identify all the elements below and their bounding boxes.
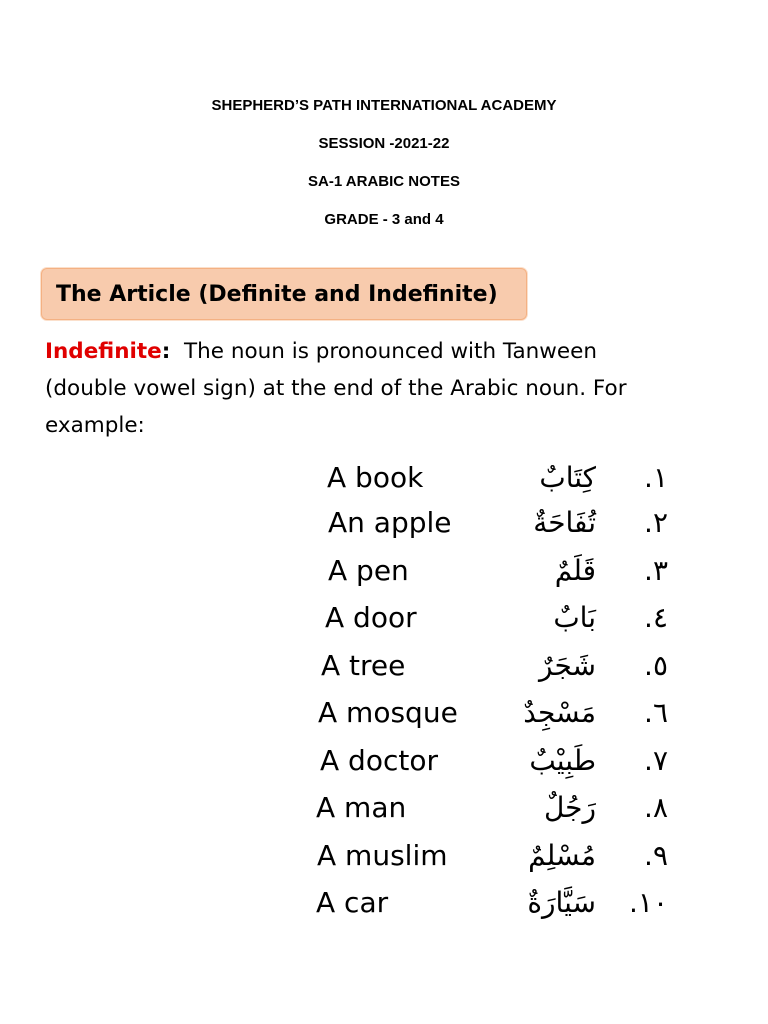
vocab-row [0,643,768,689]
intro-paragraph [45,333,725,444]
english-word: A book [327,461,424,494]
grade-label: GRADE - 3 and 4 [324,211,444,228]
english-word: An apple [328,506,452,539]
vocab-row [0,500,768,546]
vocab-row [0,455,768,501]
arabic-word: رَجُلٌ [543,791,596,824]
intro-text-2: (double vowel sign) at the end of the Arabic noun. For [45,376,627,401]
notes-title: SA-1 ARABIC NOTES [308,173,460,190]
vocab-row [0,738,768,784]
section-heading: The Article (Definite and Indefinite) [56,282,498,307]
english-word: A man [316,791,407,824]
arabic-word: سَيَّارَةٌ [527,886,596,919]
english-word: A mosque [318,696,458,729]
arabic-word: قَلَمٌ [554,554,596,587]
intro-text-3: example: [45,413,145,438]
english-word: A tree [321,649,406,682]
intro-text-1: The noun is pronounced with Tanween [184,339,597,364]
arabic-number: ٧. [644,744,668,777]
arabic-word: بَابٌ [553,601,596,634]
indefinite-term: Indefinite [45,339,162,364]
vocab-row [0,880,768,926]
arabic-number: ٤. [644,601,668,634]
school-name: SHEPHERD’S PATH INTERNATIONAL ACADEMY [211,97,557,114]
vocab-row [0,785,768,831]
english-word: A muslim [317,839,448,872]
arabic-word: شَجَرٌ [539,649,596,682]
arabic-number: ٦. [644,696,668,729]
arabic-word: تُفَاحَةٌ [533,506,596,539]
arabic-number: ٢. [644,506,668,539]
english-word: A doctor [320,744,438,777]
section-heading-box [41,268,527,320]
arabic-word: كِتَابٌ [539,461,596,494]
arabic-word: طَبِيْبٌ [529,744,596,777]
vocab-row [0,833,768,879]
intro-colon: : [161,339,171,364]
vocab-row [0,548,768,594]
arabic-number: ١٠. [629,886,668,919]
vocab-row [0,595,768,641]
arabic-number: ١. [644,461,668,494]
arabic-word: مُسْلِمٌ [528,839,596,872]
english-word: A pen [328,554,409,587]
arabic-number: ٥. [644,649,668,682]
arabic-word: مَسْجِدٌ [523,696,596,729]
arabic-number: ٨. [644,791,668,824]
arabic-number: ٣. [644,554,668,587]
english-word: A car [316,886,389,919]
arabic-number: ٩. [644,839,668,872]
intro-line-1 [45,333,725,370]
english-word: A door [325,601,417,634]
session-label: SESSION -2021-22 [318,135,450,152]
vocab-row [0,690,768,736]
